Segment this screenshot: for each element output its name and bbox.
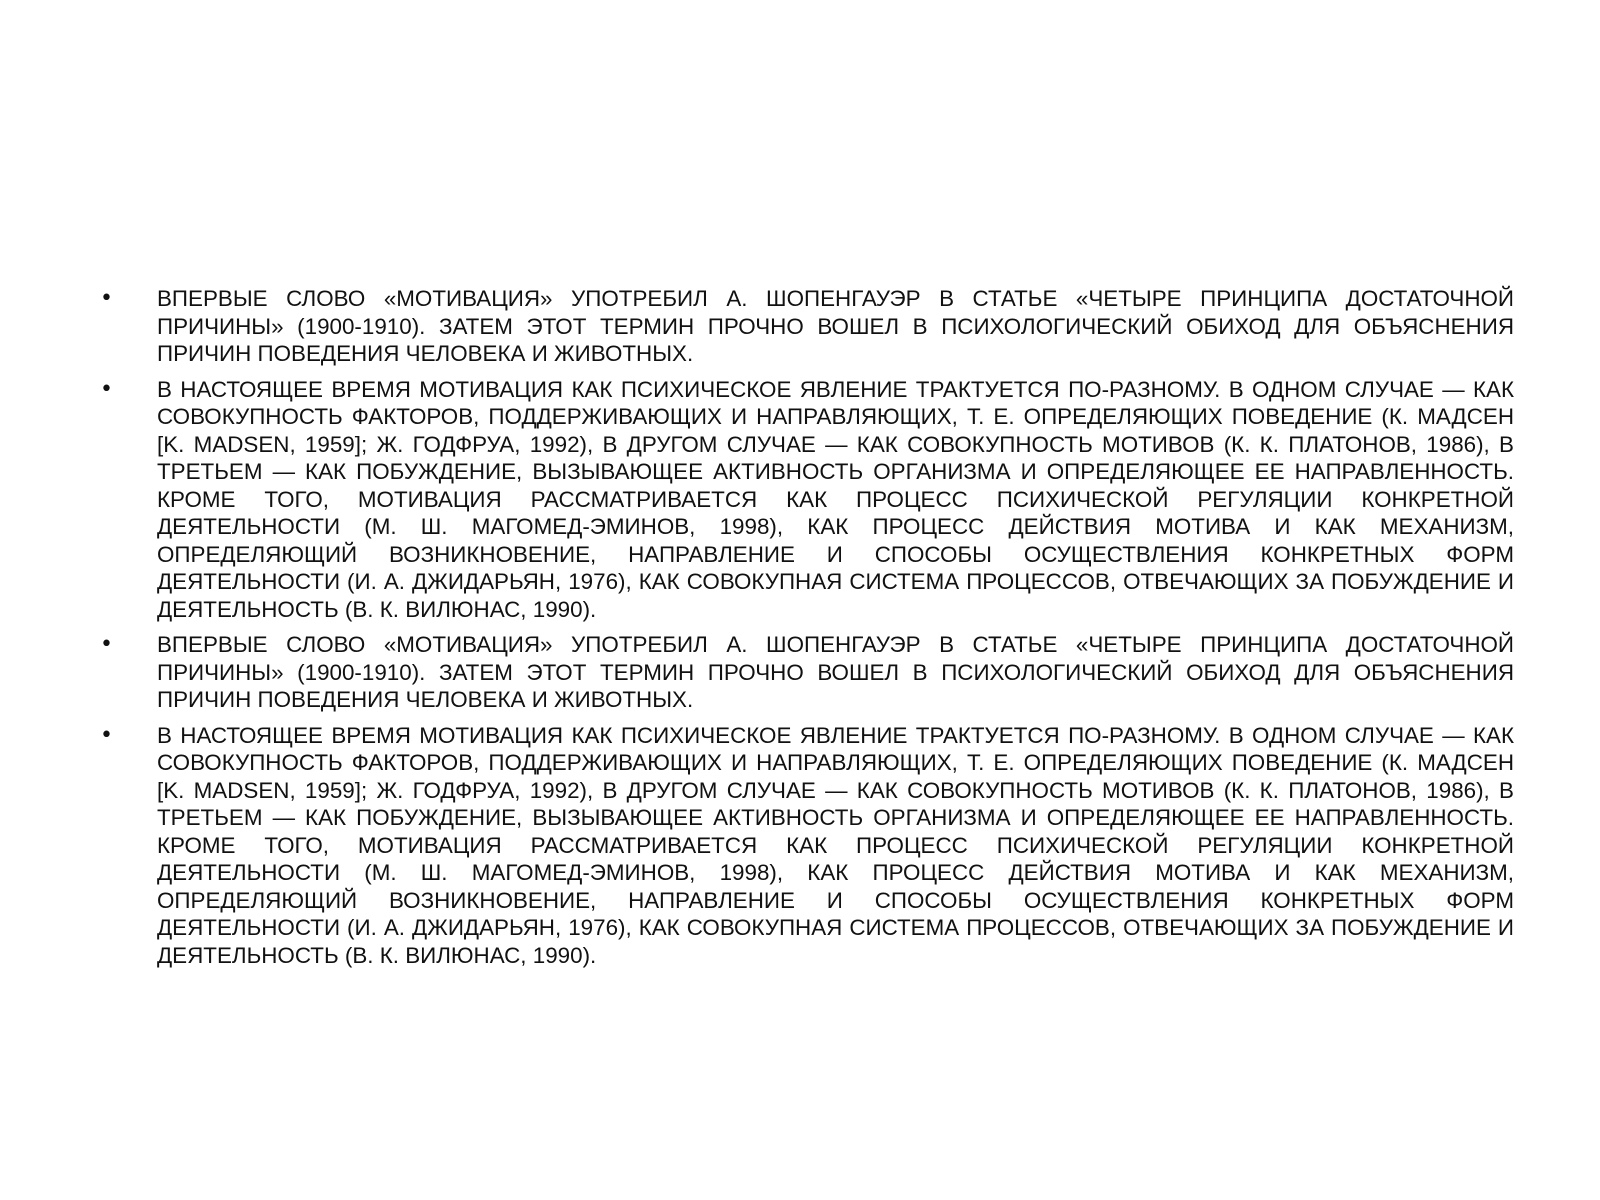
bullet-item xyxy=(100,722,1514,970)
bullet-dot-icon: • xyxy=(100,376,113,402)
bullet-dot-icon: • xyxy=(100,286,113,311)
bullet-item xyxy=(100,631,1514,714)
bullet-dot-icon: • xyxy=(100,632,113,657)
slide-content xyxy=(100,285,1514,977)
bullet-text: В НАСТОЯЩЕЕ ВРЕМЯ МОТИВАЦИЯ КАК ПСИХИЧЕСКОЕ ЯВЛЕНИЕ ТРАКТУЕТСЯ ПО-РАЗНОМУ. В ОДНОМ СЛУЧАЕ — КАК СОВОКУПНОСТЬ ФАКТОРОВ, ПОДДЕРЖИВАЮЩИХ И НАПРАВЛЯЮЩИХ, Т. Е. ОПРЕДЕЛЯЮЩИХ ПОВЕДЕНИЕ (К. МАДСЕН [K. MADSEN, 1959]; Ж. ГОДФРУА, 1992), В ДРУГОМ СЛУЧАЕ — КАК СОВОКУПНОСТЬ МОТИВОВ (К. К. ПЛАТОНОВ, 1986), В ТРЕТЬЕМ — КАК ПОБУЖДЕНИЕ, ВЫЗЫВАЮЩЕЕ АКТИВНОСТЬ ОРГАНИЗМА И ОПРЕДЕЛЯЮЩЕЕ ЕЕ НАПРАВЛЕННОСТЬ. КРОМЕ ТОГО, МОТИВАЦИЯ РАССМАТРИВАЕТСЯ КАК ПРОЦЕСС ПСИХИЧЕСКОЙ РЕГУЛЯЦИИ КОНКРЕТНОЙ ДЕЯТЕЛЬНОСТИ (М. Ш. МАГОМЕД-ЭМИНОВ, 1998), КАК ПРОЦЕСС ДЕЙСТВИЯ МОТИВА И КАК МЕХАНИЗМ, ОПРЕДЕЛЯЮЩИЙ ВОЗНИКНОВЕНИЕ, НАПРАВЛЕНИЕ И СПОСОБЫ ОСУЩЕСТВЛЕНИЯ КОНКРЕТНЫХ ФОРМ ДЕЯТЕЛЬНОСТИ (И. А. ДЖИДАРЬЯН, 1976), КАК СОВОКУПНАЯ СИСТЕМА ПРОЦЕССОВ, ОТВЕЧАЮЩИХ ЗА ПОБУЖДЕНИЕ И ДЕЯТЕЛЬНОСТЬ (В. К. ВИЛЮНАС, 1990). xyxy=(157,722,1514,968)
bullet-text: В НАСТОЯЩЕЕ ВРЕМЯ МОТИВАЦИЯ КАК ПСИХИЧЕСКОЕ ЯВЛЕНИЕ ТРАКТУЕТСЯ ПО-РАЗНОМУ. В ОДНОМ СЛУЧАЕ — КАК СОВОКУПНОСТЬ ФАКТОРОВ, ПОДДЕРЖИВАЮЩИХ И НАПРАВЛЯЮЩИХ, Т. Е. ОПРЕДЕЛЯЮЩИХ ПОВЕДЕНИЕ (К. МАДСЕН [K. MADSEN, 1959]; Ж. ГОДФРУА, 1992), В ДРУГОМ СЛУЧАЕ — КАК СОВОКУПНОСТЬ МОТИВОВ (К. К. ПЛАТОНОВ, 1986), В ТРЕТЬЕМ — КАК ПОБУЖДЕНИЕ, ВЫЗЫВАЮЩЕЕ АКТИВНОСТЬ ОРГАНИЗМА И ОПРЕДЕЛЯЮЩЕЕ ЕЕ НАПРАВЛЕННОСТЬ. КРОМЕ ТОГО, МОТИВАЦИЯ РАССМАТРИВАЕТСЯ КАК ПРОЦЕСС ПСИХИЧЕСКОЙ РЕГУЛЯЦИИ КОНКРЕТНОЙ ДЕЯТЕЛЬНОСТИ (М. Ш. МАГОМЕД-ЭМИНОВ, 1998), КАК ПРОЦЕСС ДЕЙСТВИЯ МОТИВА И КАК МЕХАНИЗМ, ОПРЕДЕЛЯЮЩИЙ ВОЗНИКНОВЕНИЕ, НАПРАВЛЕНИЕ И СПОСОБЫ ОСУЩЕСТВЛЕНИЯ КОНКРЕТНЫХ ФОРМ ДЕЯТЕЛЬНОСТИ (И. А. ДЖИДАРЬЯН, 1976), КАК СОВОКУПНАЯ СИСТЕМА ПРОЦЕССОВ, ОТВЕЧАЮЩИХ ЗА ПОБУЖДЕНИЕ И ДЕЯТЕЛЬНОСТЬ (В. К. ВИЛЮНАС, 1990). xyxy=(157,376,1514,622)
bullet-item xyxy=(100,285,1514,368)
bullet-dot-icon: • xyxy=(100,722,113,748)
bullet-text: ВПЕРВЫЕ СЛОВО «МОТИВАЦИЯ» УПОТРЕБИЛ А. ШОПЕНГАУЭР В СТАТЬЕ «ЧЕТЫРЕ ПРИНЦИПА ДОСТАТОЧНОЙ ПРИЧИНЫ» (1900-1910). ЗАТЕМ ЭТОТ ТЕРМИН ПРОЧНО ВОШЕЛ В ПСИХОЛОГИЧЕСКИЙ ОБИХОД ДЛЯ ОБЪЯСНЕНИЯ ПРИЧИН ПОВЕДЕНИЯ ЧЕЛОВЕКА И ЖИВОТНЫХ. xyxy=(157,632,1514,712)
bullet-list xyxy=(100,285,1514,969)
bullet-text: ВПЕРВЫЕ СЛОВО «МОТИВАЦИЯ» УПОТРЕБИЛ А. ШОПЕНГАУЭР В СТАТЬЕ «ЧЕТЫРЕ ПРИНЦИПА ДОСТАТОЧНОЙ ПРИЧИНЫ» (1900-1910). ЗАТЕМ ЭТОТ ТЕРМИН ПРОЧНО ВОШЕЛ В ПСИХОЛОГИЧЕСКИЙ ОБИХОД ДЛЯ ОБЪЯСНЕНИЯ ПРИЧИН ПОВЕДЕНИЯ ЧЕЛОВЕКА И ЖИВОТНЫХ. xyxy=(157,286,1514,366)
bullet-item xyxy=(100,376,1514,624)
